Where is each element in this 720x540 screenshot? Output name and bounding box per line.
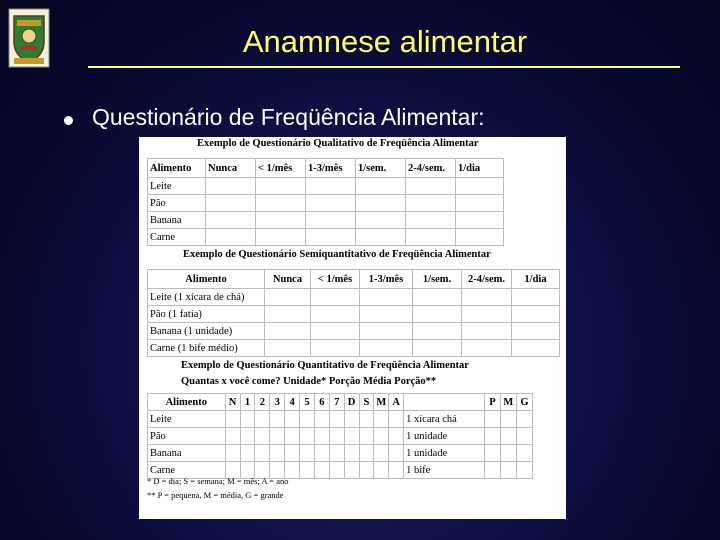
empty-cell [360, 340, 413, 357]
empty-cell [314, 411, 329, 428]
empty-cell [462, 306, 512, 323]
empty-cell [512, 340, 560, 357]
empty-cell [240, 428, 255, 445]
table-row [148, 445, 533, 462]
header-cell: 1/dia [512, 270, 560, 289]
quantitative-table [147, 393, 533, 479]
empty-cell [413, 306, 462, 323]
table-header-row [148, 394, 533, 411]
empty-cell [285, 411, 300, 428]
empty-cell [311, 340, 360, 357]
empty-cell [374, 462, 389, 479]
empty-cell [389, 462, 404, 479]
food-cell: Carne (1 bife médio) [148, 340, 265, 357]
table-row [148, 340, 560, 357]
table-row [148, 212, 504, 229]
empty-cell [240, 445, 255, 462]
header-cell: M [500, 394, 516, 411]
empty-cell [265, 323, 311, 340]
bullet-text: Questionário de Freqüência Alimentar: [92, 104, 485, 130]
empty-cell [484, 462, 500, 479]
semiquantitative-table [147, 269, 560, 357]
empty-cell [359, 428, 374, 445]
food-cell: Leite [148, 411, 226, 428]
food-cell: Leite (1 xícara de chá) [148, 289, 265, 306]
semiquantitative-title: Exemplo de Questionário Semiquantitativo de Freqüência Alimentar [183, 249, 491, 260]
empty-cell [306, 229, 356, 246]
empty-cell [255, 445, 270, 462]
empty-cell [356, 229, 406, 246]
empty-cell [300, 445, 315, 462]
food-cell: Pão [148, 195, 206, 212]
empty-cell [270, 411, 285, 428]
footnote-frequency: * D = dia; S = semana; M = mês; A = ano [147, 476, 289, 486]
qualitative-table [147, 158, 504, 246]
empty-cell [413, 340, 462, 357]
empty-cell [374, 411, 389, 428]
empty-cell [512, 323, 560, 340]
title-underline [88, 66, 680, 68]
empty-cell [329, 411, 344, 428]
header-cell: 2 [255, 394, 270, 411]
empty-cell [516, 445, 532, 462]
header-cell: Alimento [148, 270, 265, 289]
empty-cell [240, 411, 255, 428]
empty-cell [484, 428, 500, 445]
table-row [148, 289, 560, 306]
empty-cell [500, 411, 516, 428]
portion-cell: 1 bife [404, 462, 485, 479]
header-cell: 7 [329, 394, 344, 411]
empty-cell [329, 462, 344, 479]
empty-cell [206, 178, 256, 195]
empty-cell [225, 411, 240, 428]
empty-cell [344, 445, 359, 462]
food-cell: Carne [148, 229, 206, 246]
empty-cell [462, 323, 512, 340]
empty-cell [462, 340, 512, 357]
empty-cell [255, 428, 270, 445]
header-cell: 2-4/sem. [406, 159, 456, 178]
qualitative-title: Exemplo de Questionário Qualitativo de Freqüência Alimentar [197, 138, 479, 149]
empty-cell [265, 340, 311, 357]
empty-cell [456, 195, 504, 212]
empty-cell [270, 428, 285, 445]
empty-cell [500, 462, 516, 479]
empty-cell [500, 428, 516, 445]
table-row [148, 411, 533, 428]
header-cell: 3 [270, 394, 285, 411]
empty-cell [516, 428, 532, 445]
header-cell: 6 [314, 394, 329, 411]
header-cell [404, 394, 485, 411]
empty-cell [285, 428, 300, 445]
empty-cell [359, 445, 374, 462]
empty-cell [225, 428, 240, 445]
empty-cell [256, 178, 306, 195]
empty-cell [329, 445, 344, 462]
empty-cell [270, 445, 285, 462]
empty-cell [256, 229, 306, 246]
table-row [148, 428, 533, 445]
empty-cell [360, 306, 413, 323]
portion-cell: 1 unidade [404, 428, 485, 445]
questionnaire-image [139, 137, 566, 519]
empty-cell [265, 289, 311, 306]
food-cell: Pão [148, 428, 226, 445]
footnote-portion: ** P = pequena, M = média, G = grande [147, 490, 284, 500]
bullet-dot [64, 116, 73, 125]
empty-cell [406, 178, 456, 195]
quantitative-subtitle: Quantas x você come? Unidade* Porção Média Porção** [181, 376, 437, 387]
empty-cell [512, 289, 560, 306]
header-cell: 5 [300, 394, 315, 411]
food-cell: Pão (1 fatia) [148, 306, 265, 323]
header-cell: < 1/mês [311, 270, 360, 289]
empty-cell [356, 195, 406, 212]
food-cell: Carne [148, 462, 226, 479]
header-cell: 1/sem. [413, 270, 462, 289]
empty-cell [406, 212, 456, 229]
empty-cell [285, 445, 300, 462]
empty-cell [314, 462, 329, 479]
empty-cell [314, 445, 329, 462]
empty-cell [311, 289, 360, 306]
empty-cell [356, 212, 406, 229]
table-header-row [148, 270, 560, 289]
empty-cell [360, 323, 413, 340]
crest-icon [8, 8, 50, 68]
empty-cell [516, 411, 532, 428]
empty-cell [413, 323, 462, 340]
empty-cell [359, 411, 374, 428]
header-cell: < 1/mês [256, 159, 306, 178]
empty-cell [344, 428, 359, 445]
empty-cell [300, 411, 315, 428]
food-cell: Leite [148, 178, 206, 195]
empty-cell [484, 445, 500, 462]
empty-cell [256, 195, 306, 212]
empty-cell [456, 229, 504, 246]
empty-cell [265, 306, 311, 323]
header-cell: M [374, 394, 389, 411]
empty-cell [344, 462, 359, 479]
food-cell: Banana [148, 212, 206, 229]
food-cell: Banana (1 unidade) [148, 323, 265, 340]
empty-cell [314, 428, 329, 445]
header-cell: G [516, 394, 532, 411]
empty-cell [256, 212, 306, 229]
empty-cell [306, 212, 356, 229]
header-cell: Alimento [148, 159, 206, 178]
header-cell: S [359, 394, 374, 411]
table-header-row [148, 159, 504, 178]
empty-cell [500, 445, 516, 462]
empty-cell [329, 428, 344, 445]
empty-cell [344, 411, 359, 428]
empty-cell [255, 411, 270, 428]
empty-cell [462, 289, 512, 306]
empty-cell [356, 178, 406, 195]
header-cell: 4 [285, 394, 300, 411]
empty-cell [406, 195, 456, 212]
header-cell: 1-3/mês [360, 270, 413, 289]
header-cell: 1 [240, 394, 255, 411]
header-cell: D [344, 394, 359, 411]
portion-cell: 1 unidade [404, 445, 485, 462]
empty-cell [413, 289, 462, 306]
empty-cell [456, 178, 504, 195]
empty-cell [300, 462, 315, 479]
header-cell: 1/sem. [356, 159, 406, 178]
empty-cell [306, 195, 356, 212]
header-cell: N [225, 394, 240, 411]
table-row [148, 195, 504, 212]
header-cell: 1/dia [456, 159, 504, 178]
table-row [148, 178, 504, 195]
empty-cell [360, 289, 413, 306]
header-cell: 1-3/mês [306, 159, 356, 178]
header-cell: 2-4/sem. [462, 270, 512, 289]
empty-cell [311, 323, 360, 340]
food-cell: Banana [148, 445, 226, 462]
header-cell: Nunca [265, 270, 311, 289]
empty-cell [206, 229, 256, 246]
empty-cell [306, 178, 356, 195]
empty-cell [484, 411, 500, 428]
table-row [148, 323, 560, 340]
empty-cell [389, 445, 404, 462]
quantitative-title: Exemplo de Questionário Quantitativo de Freqüência Alimentar [181, 360, 469, 371]
header-cell: P [484, 394, 500, 411]
empty-cell [225, 445, 240, 462]
header-cell: Nunca [206, 159, 256, 178]
empty-cell [516, 462, 532, 479]
table-row [148, 306, 560, 323]
empty-cell [512, 306, 560, 323]
empty-cell [374, 445, 389, 462]
empty-cell [406, 229, 456, 246]
empty-cell [311, 306, 360, 323]
header-cell: Alimento [148, 394, 226, 411]
empty-cell [206, 195, 256, 212]
empty-cell [359, 462, 374, 479]
header-cell: A [389, 394, 404, 411]
empty-cell [389, 411, 404, 428]
empty-cell [389, 428, 404, 445]
empty-cell [456, 212, 504, 229]
portion-cell: 1 xícara chá [404, 411, 485, 428]
empty-cell [374, 428, 389, 445]
table-row [148, 229, 504, 246]
empty-cell [206, 212, 256, 229]
empty-cell [300, 428, 315, 445]
slide-title: Anamnese alimentar [242, 24, 528, 59]
